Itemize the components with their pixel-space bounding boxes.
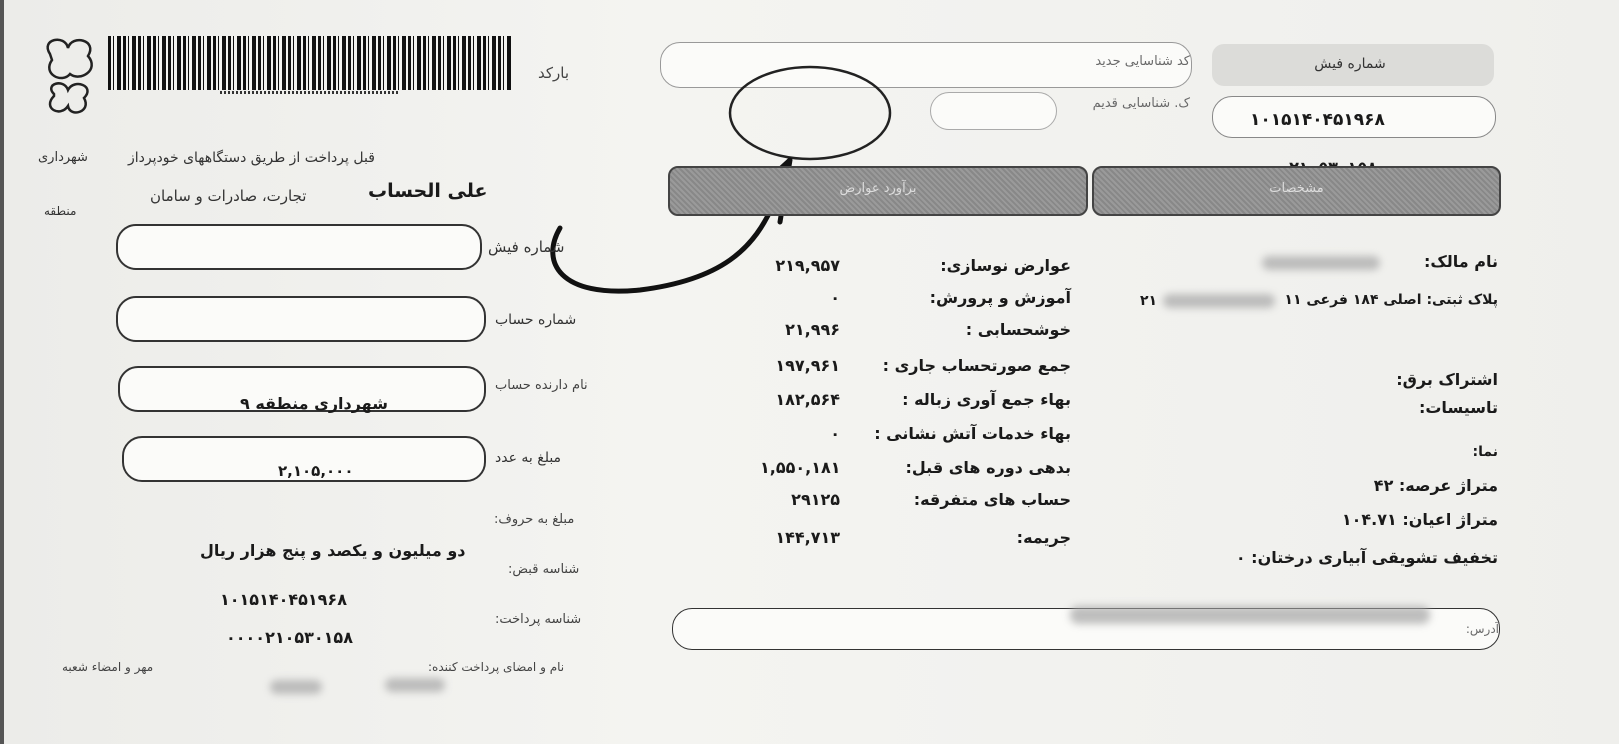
fee-value: ۰	[830, 424, 840, 443]
fee-value: ۱,۵۵۰,۱۸۱	[760, 458, 841, 477]
fee-label: آموزش و پرورش:	[929, 288, 1071, 307]
plate-info: پلاک ثبتی: اصلی ۱۸۴ فرعی ۱۱	[1284, 292, 1498, 308]
account-no-input	[116, 296, 486, 342]
plate-redacted	[1163, 294, 1275, 308]
fee-label: بهاء خدمات آتش نشانی :	[874, 424, 1071, 443]
section-header-details: مشخصات	[1092, 166, 1501, 216]
facade-label: نما:	[1472, 444, 1498, 460]
logo-subtext: منطقه	[44, 204, 77, 218]
branch-stamp-label: مهر و امضاء شعبه	[62, 660, 154, 674]
fee-value: ۲۱۹,۹۵۷	[775, 256, 840, 275]
fee-value: ۲۹۱۲۵	[791, 490, 840, 509]
fee-value: ۱۸۲,۵۶۴	[775, 390, 840, 409]
land-area: متراژ عرصه: ۴۲	[1373, 476, 1498, 495]
bill-id-label: شناسه قبض:	[508, 562, 580, 577]
barcode-label: بارکد	[538, 64, 570, 82]
section-header-fees: برآورد عوارض	[668, 166, 1088, 216]
fee-label: بهاء جمع آوری زباله :	[902, 390, 1071, 409]
bill-number-value: ۱۰۱۵۱۴۰۴۵۱۹۶۸	[1250, 110, 1385, 130]
new-code-label: کد شناسایی جدید	[1095, 54, 1190, 69]
address-label: آدرس:	[1465, 622, 1499, 636]
bill-no-field-label: شماره فیش	[488, 238, 565, 256]
atm-note: قبل پرداخت از طریق دستگاههای خودپرداز	[128, 150, 375, 166]
barcode	[108, 36, 512, 90]
tree-irrigation-discount: تخفیف تشویقی آبیاری درختان: ۰	[1235, 548, 1498, 567]
account-no-field-label: شماره حساب	[495, 312, 577, 328]
amount-words-value: دو میلیون و یکصد و پنج هزار ریال	[200, 541, 466, 560]
amount-words-label: مبلغ به حروف:	[494, 512, 575, 527]
electric-subscription-label: اشتراک برق:	[1396, 370, 1498, 389]
fee-label: عوارض نوسازی:	[940, 256, 1071, 275]
banks-line: تجارت، صادرات و سامان	[150, 187, 307, 205]
handwritten-on-account: علی الحساب	[368, 180, 488, 202]
old-code-label: ک. شناسایی قدیم	[1092, 96, 1190, 111]
bill-number-label: شماره فیش	[1314, 56, 1386, 72]
municipality-logo	[40, 34, 100, 144]
owner-label: نام مالک:	[1423, 252, 1498, 271]
amount-number-field-label: مبلغ به عدد	[495, 450, 562, 466]
signature-redacted-1	[270, 680, 322, 694]
fee-label: جمع صورتحساب جاری :	[882, 356, 1071, 375]
fee-label: خوشحسابی :	[965, 320, 1071, 339]
account-holder-field-label: نام دارنده حساب	[495, 378, 588, 393]
fee-label: حساب های متفرقه:	[913, 490, 1071, 509]
address-redacted	[1070, 606, 1430, 624]
plate-number: ۲۱	[1140, 293, 1158, 309]
account-holder-value: شهرداری منطقه ۹	[240, 394, 388, 413]
payer-signature-label: نام و امضای پرداخت کننده:	[428, 660, 565, 674]
owner-name-redacted	[1262, 256, 1380, 270]
fee-label: جریمه:	[1016, 528, 1071, 547]
fee-value: ۱۴۴,۷۱۳	[775, 528, 840, 547]
building-area: متراژ اعیان: ۱۰۴.۷۱	[1341, 510, 1498, 529]
fee-value: ۱۹۷,۹۶۱	[775, 356, 840, 375]
logo-text: شهرداری	[38, 150, 88, 165]
fee-label: بدهی دوره های قبل:	[905, 458, 1071, 477]
bill-no-input	[116, 224, 482, 270]
amount-number-value: ۲,۱۰۵,۰۰۰	[278, 462, 354, 480]
payment-id-value: ۰۰۰۰۲۱۰۵۳۰۱۵۸	[226, 628, 353, 647]
fee-value: ۰	[830, 288, 840, 307]
barcode-digits	[220, 91, 400, 94]
payment-id-label: شناسه پرداخت:	[495, 612, 582, 627]
facilities-label: تاسیسات:	[1418, 398, 1498, 417]
fee-value: ۲۱,۹۹۶	[785, 320, 840, 339]
bill-id-value: ۱۰۱۵۱۴۰۴۵۱۹۶۸	[220, 590, 347, 609]
signature-redacted-2	[385, 678, 445, 692]
